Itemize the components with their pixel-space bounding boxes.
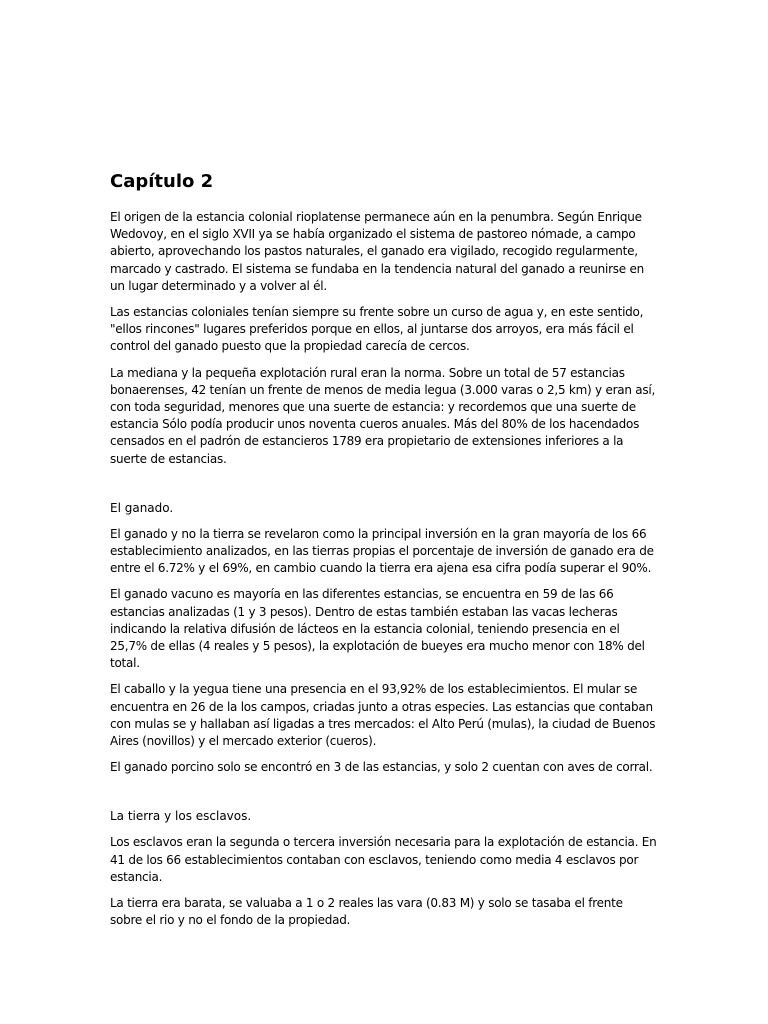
ganado-paragraph-2: El ganado vacuno es mayoría en las diferentes estancias, se encuentra en 59 de las 66 estancias analizadas (1 y 3 pesos). Dentro de estas también estaban las vacas lecheras indicando la relativa difusión de lácteos en la estancia colonial, teniendo presencia en el 25,7% de ellas (4 reales y 5 pesos), la explotación de bueyes era mucho menor con 18% del total. <box>110 587 645 671</box>
tierra-paragraph-1: Los esclavos eran la segunda o tercera inversión necesaria para la explotación de estancia. En 41 de los 66 establecimientos contaban con esclavos, teniendo como media 4 esclavos por estancia. <box>110 835 657 884</box>
section-heading-ganado: El ganado. <box>110 500 174 515</box>
ganado-paragraph-1: El ganado y no la tierra se revelaron como la principal inversión en la gran mayoría de los 66 establecimiento analizados, en las tierras propias el porcentaje de inversión de ganado era de entre el 6.72% y el 69%, en cambio cuando la tierra era ajena esa cifra podía superar el 90%. <box>110 526 654 576</box>
intro-paragraph-2: Las estancias coloniales tenían siempre su frente sobre un curso de agua y, en este sentido, "ellos rincones" lugares preferidos porque en ellos, al juntarse dos arroyos, era más fácil el control del ganado puesto que la propiedad carecía de cercos. <box>110 305 644 354</box>
intro-paragraph-3: La mediana y la pequeña explotación rural eran la norma. Sobre un total de 57 estancias bonaerenses, 42 tenían un frente de menos de media legua (3.000 varas o 2,5 km) y eran así, con toda seguridad, menores que una suerte de estancia: y recordemos que una suerte de estancia Sólo podía producir unos noventa cueros anuales. Más del 80% de los hacendados censados en el padrón de estancieros 1789 era propietario de extensiones inferiores a la suerte de estancias. <box>110 365 656 466</box>
ganado-paragraph-3: El caballo y la yegua tiene una presencia en el 93,92% de los establecimientos. El mular se encuentra en 26 de la los campos, criadas junto a otras especies. Las estancias que contaban con mulas se y hallaban así ligadas a tres mercados: el Alto Perú (mulas), la ciudad de Buenos Aires (novillos) y el mercado exterior (cueros). <box>110 682 656 749</box>
chapter-title: Capítulo 2 <box>110 171 214 192</box>
ganado-paragraph-4: El ganado porcino solo se encontró en 3 de las estancias, y solo 2 cuentan con aves de corral. <box>110 760 653 775</box>
intro-paragraph-1: El origen de la estancia colonial rioplatense permanece aún en la penumbra. Según Enrique Wedovoy, en el siglo XVII ya se había organizado el sistema de pastoreo nómade, a campo abierto, aprovechando los pastos naturales, el ganado era vigilado, recogido regularmente, marcado y castrado. El sistema se fundaba en la tendencia natural del ganado a reunirse en un lugar determinado y a volver al él. <box>110 210 644 293</box>
tierra-paragraph-2: La tierra era barata, se valuaba a 1 o 2 reales las vara (0.83 M) y solo se tasaba el frente sobre el rio y no el fondo de la propiedad. <box>110 896 623 928</box>
document-page <box>110 170 658 939</box>
section-heading-tierra: La tierra y los esclavos. <box>110 809 252 824</box>
